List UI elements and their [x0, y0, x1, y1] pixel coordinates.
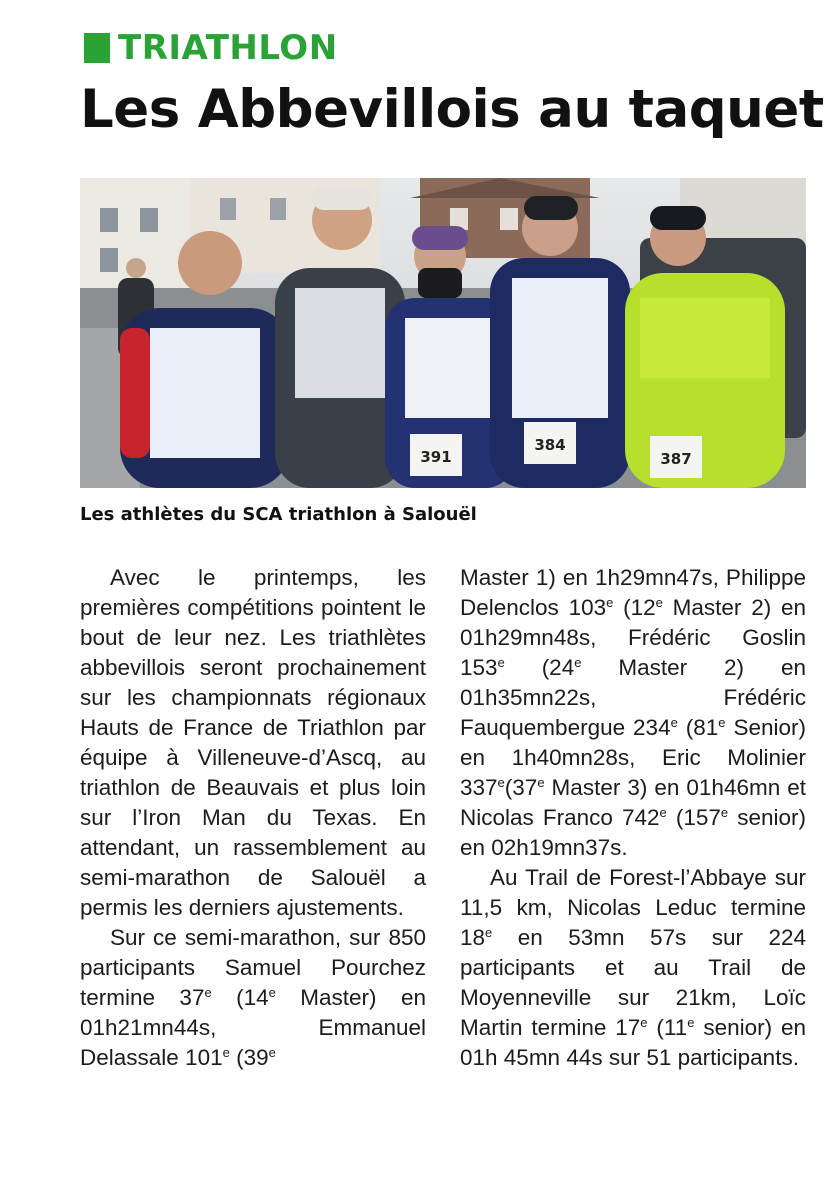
athletes-group-photo: [80, 178, 806, 488]
race-bib: [524, 422, 576, 464]
article-paragraph-semi-marathon-part2: Master 1) en 1h29mn47s, Philippe Delenclos 103e (12e Master 2) en 01h29mn48s, Frédéric Goslin 153e (24e Master 2) en 01h35mn22s, Frédéric Fauquembergue 234e (81e Senior) en 1h40mn28s, Eric Molinier 337e(37e Master 3) en 01h46mn et Nicolas Franco 742e (157e senior) en 02h19mn37s.: [460, 565, 806, 860]
race-bib-number: 391: [420, 448, 452, 466]
race-bib-number: 387: [660, 450, 692, 468]
article-paragraph-intro: Avec le printemps, les premières compétitions pointent le bout de leur nez. Les triathlètes abbevillois seront prochainement sur les championnats régionaux Hauts de France de Triathlon par équipe à Villeneuve-d’Ascq, au triathlon de Beauvais et plus loin sur l’Iron Man du Texas. En attendant, un rassemblement au semi-marathon de Salouël a permis les derniers ajustements.: [80, 565, 426, 920]
race-bib: [650, 436, 702, 478]
section-kicker: [84, 28, 338, 68]
section-marker-square: [84, 33, 110, 63]
article-headline: Les Abbevillois au taquet: [80, 79, 824, 140]
article-body-column-right: [460, 563, 806, 1073]
article-body-column-left: [80, 563, 426, 1073]
article-paragraph-semi-marathon-part1: Sur ce semi-marathon, sur 850 participants Samuel Pourchez termine 37e (14e Master) en 01h21mn44s, Emmanuel Delassale 101e (39e: [80, 925, 426, 1070]
section-label: TRIATHLON: [118, 28, 338, 68]
photo-caption: Les athlètes du SCA triathlon à Salouël: [80, 504, 477, 525]
article-photo: [80, 178, 806, 488]
article-paragraph-trails: Au Trail de Forest-l’Abbaye sur 11,5 km, Nicolas Leduc termine 18e en 53mn 57s sur 224 participants et au Trail de Moyenneville sur 21km, Loïc Martin termine 17e (11e senior) en 01h 45mn 44s sur 51 participants.: [460, 865, 806, 1070]
race-bib-number: 384: [534, 436, 566, 454]
race-bib: [410, 434, 462, 476]
